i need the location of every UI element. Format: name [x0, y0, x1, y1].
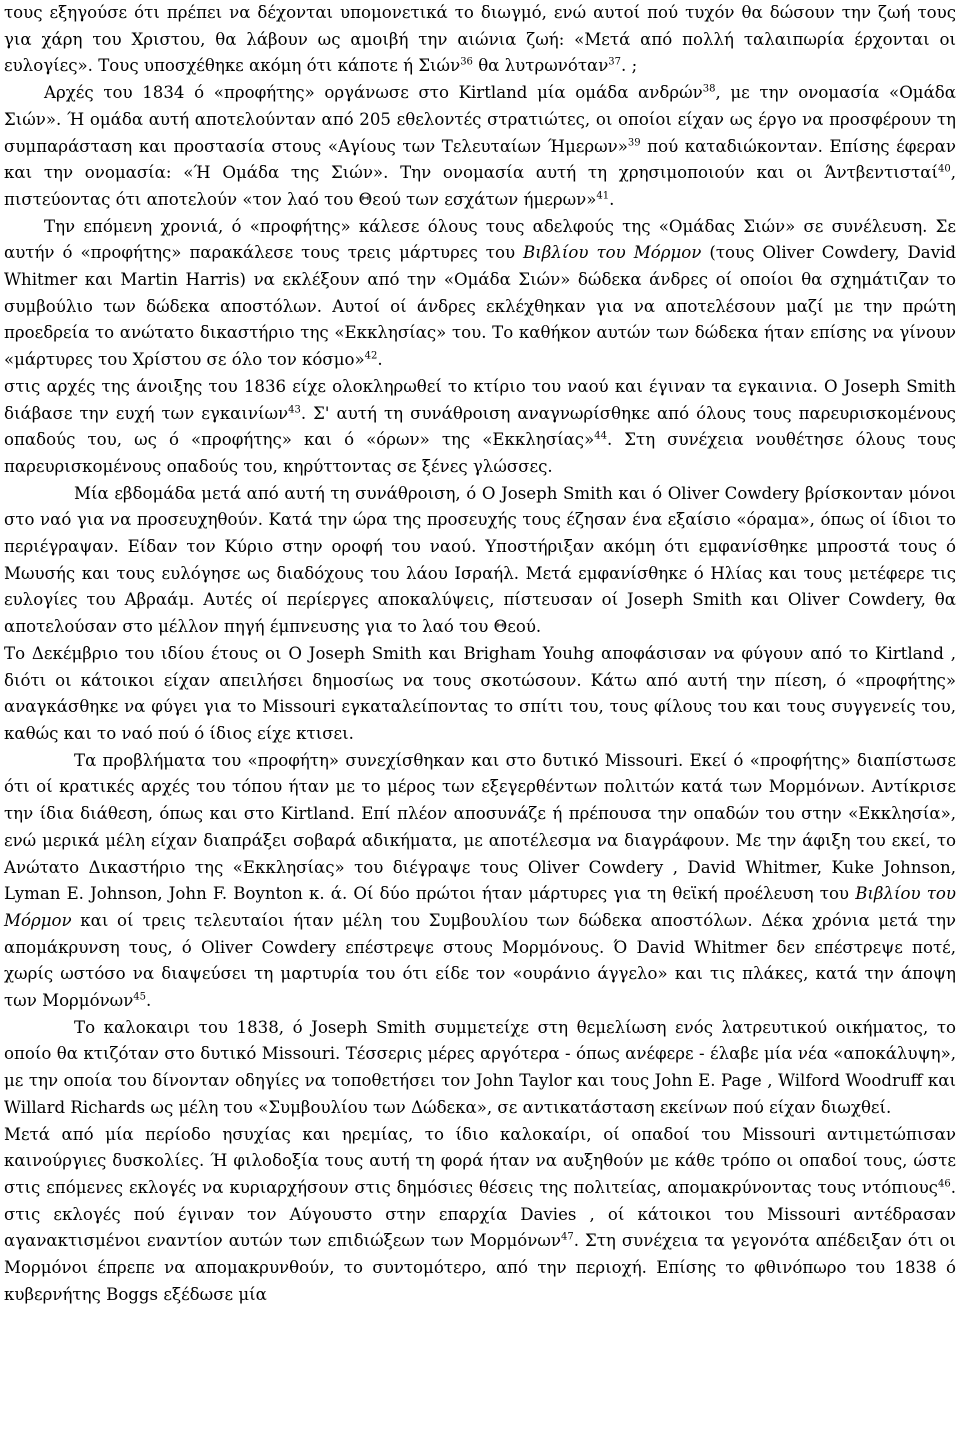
footnote-ref: 42 [364, 350, 378, 362]
text-run: . [609, 189, 615, 209]
book-title: Βιβλίου του Μόρμον [4, 884, 956, 930]
text-run: Μετά από μία περίοδο ησυχίας και ηρεμίας, το ίδιο καλοκαίρι, οί οπαδοί του Missouri αντιμετώπισαν καινούργιες δυσκολίες. Ή φιλοδοξία τους αυτή τη φορά ήταν να αυξηθούν με κάθε τρόπο οι οπαδοί τους, ώστε στις επόμενες εκλογές να κυριαρχήσουν στις δημόσιες θέσεις της πολιτείας, απομακρύνοντας τους ντόπιους [4, 1124, 956, 1197]
footnote-ref: 47 [561, 1231, 574, 1243]
text-run: . [146, 991, 152, 1011]
text-run: . Στη συνέχεια νουθέτησε όλους τους παρευρισκομένους οπαδούς του, κηρύττοντας σε ξένες γλώσσες. [4, 430, 956, 476]
text-run: στις αρχές της άνοιξης του 1836 είχε ολοκληρωθεί το κτίριο του ναού και έγιναν τα εγκαινια. Ο Joseph Smith διάβασε την ευχή των εγκαινίων [4, 376, 956, 423]
paragraph [4, 1015, 956, 1122]
footnote-ref: 41 [596, 190, 610, 202]
paragraph [4, 0, 956, 80]
paragraph [4, 641, 956, 748]
text-run: τους εξηγούσε ότι πρέπει να δέχονται υπομονετικά το διωγμό, ενώ αυτοί πού τυχόν θα δώσουν την ζωή τους για χάρη του Χριστου, θα λάβουν ως αμοιβή την αιώνια ζωή: «Μετά από πολλή ταλαιπωρία έρχονται οι ευλογίες». Τους υποσχέθηκε ακόμη ότι κάποτε ή Σιών [4, 3, 956, 76]
text-run: . Σ' αυτή τη συνάθροιση αναγνωρίσθηκε από όλους τους παρευρισκομένους οπαδούς του, ως ό «προφήτης» και ό «όρων» της «Εκκλησίας» [4, 403, 956, 450]
text-run: , πιστεύοντας ότι αποτελούν «τον λαό του Θεού των εσχάτων ήμερων» [4, 163, 956, 209]
text-run: (τους Oliver Cowdery, David Whitmer και Martin Harris) να εκλέξουν από την «Ομάδα Σιών» δώδεκα άνδρες οί οποίοι θα σχημάτιζαν το συμβούλιο των δώδεκα αποστόλων. Αυτοί οί άνδρες εκλέχθηκαν για να αποτελέσουν μαζί με την πρώτη προεδρεία το ανώτατο δικαστήριο της «Εκκλησίας» του. Το καθήκον αυτών των δώδεκα ήταν επίσης να γίνουν «μάρτυρες του Χρίστου σε όλο τον κόσμο» [4, 243, 956, 370]
footnote-ref: 36 [460, 56, 473, 68]
text-run: , με την ονομασία «Ομάδα Σιών». Ή ομάδα αυτή αποτελούνταν από 205 εθελοντές στρατιώτες, οι οποίοι είχαν ως έργο να προσφέρουν τη συμπαράσταση και προστασία στους «Αγίους των Τελευταίων Ήμερων» [4, 83, 956, 156]
footnote-ref: 38 [702, 83, 716, 95]
footnote-ref: 39 [627, 136, 641, 148]
book-title: Βιβλίου του Μόρμον [523, 243, 702, 263]
text-run: Τα προβλήματα του «προφήτη» συνεχίσθηκαν και στο δυτικό Missouri. Εκεί ό «προφήτης» διαπίστωσε ότι οί κρατικές αρχές του τόπου ήταν με το μέρος των εξεγερθέντων πολιτών κατά των Μορμόνων. Αντίκρισε την ίδια διάθεση, όπως και στο Kirtland. Επί πλέον αποσυνάζε ή πρέπουσα την οπαδών του στην «Εκκλησία», ενώ μερικά μέλη είχαν διαπράξει σοβαρά αδικήματα, με αποτέλεσμα να διαγράφουν. Με την άφιξη του εκεί, το Ανώτατο Δικαστήριο της «Εκκλησίας» του διέγραψε τους Oliver Cowdery , David Whitmer, Kuke Johnson, Lyman E. Johnson, John F. Boynton κ. ά. Οί δύο πρώτοι ήταν μάρτυρες για τη θεϊκή προέλευση του [4, 750, 956, 904]
text-run: και οί τρεις τελευταίοι ήταν μέλη του Συμβουλίου των δώδεκα αποστόλων. Δέκα χρόνια μετά την απομάκρυνση τους, ό Oliver Cowdery επέστρεψε στους Μορμόνους. Ό David Whitmer δεν επέστρεψε ποτέ, χωρίς ωστόσο να διαψεύσει τη μαρτυρία του ότι είδε τον «ουράνιο άγγελο» και τις πλάκες, κατά την άποψη των Μορμόνων [4, 910, 956, 1011]
paragraph [4, 80, 956, 214]
text-run: Την επόμενη χρονιά, ό «προφήτης» κάλεσε όλους τους αδελφούς της «Ομάδας Σιών» σε συνέλευση. Σε αυτήν ό «προφήτης» παρακάλεσε τους τρεις μάρτυρες του [4, 216, 956, 263]
text-run: . [377, 350, 383, 370]
text-run: Μία εβδομάδα μετά από αυτή τη συνάθροιση, ό O Joseph Smith και ό Oliver Cowdery βρίσκονταν μόνοι στο ναό για να προσευχηθούν. Κατά την ώρα της προσευχής τους έζησαν ένα εξαίσιο «όραμα», όπως οί ίδιοι το περιέγραψαν. Είδαν τον Κύριο στην οροφή του ναού. Υποστήριξαν ακόμη ότι εμφανίσθηκε μπροστά τους ό Μωυσής και τους ευλόγησε ως διαδόχους του λάου Ισραήλ. Μετά εμφανίσθηκε ό Ηλίας και τους μετέφερε τις ευλογίες του Αβραάμ. Αυτές οί περίεργες αποκαλύψεις, πίστευσαν οί Joseph Smith και Oliver Cowdery, θα αποτελούσαν στο μέλλον πηγή έμπνευσης για το λαό του Θεού. [4, 483, 956, 637]
paragraph [4, 748, 956, 1015]
paragraph [4, 374, 956, 481]
footnote-ref: 45 [133, 991, 147, 1003]
text-run: Αρχές του 1834 ό «προφήτης» οργάνωσε στο Kirtland μία ομάδα ανδρών [44, 83, 703, 103]
paragraph [4, 1122, 956, 1309]
paragraph [4, 481, 956, 641]
text-run: . ; [621, 56, 638, 76]
text-run: θα λυτρωνόταν [472, 56, 609, 76]
footnote-ref: 46 [937, 1178, 951, 1190]
text-run: πού καταδιώκονταν. Επίσης έφεραν και την ονομασία: «Ή Ομάδα της Σιών». Την ονομασία αυτή τη χρησιμοποιούν και οι Άντβεντισταί [4, 136, 957, 183]
text-run: Το Δεκέμβριο του ιδίου έτους οι O Joseph Smith και Brigham Youhg αποφάσισαν να φύγουν από το Kirtland , διότι οι κάτοικοι είχαν απειλήσει δημοσίως να τους σκοτώσουν. Κάτω από αυτή την πίεση, ό «προφήτης» αναγκάσθηκε να φύγει για το Missouri εγκαταλείποντας το σπίτι του, τους φίλους του και τους συγγενείς του, καθώς και το ναό πού ό ίδιος είχε κτισει. [4, 643, 956, 743]
footnote-ref: 37 [608, 56, 622, 68]
footnote-ref: 43 [288, 404, 301, 416]
text-run: . στις εκλογές πού έγιναν τον Αύγουστο στην επαρχία Davies , οί κάτοικοι του Missouri αντέδρασαν αγανακτισμένοι εναντίον αυτών των επιδιώξεων των Μορμόνων [4, 1177, 956, 1251]
text-run: Το καλοκαιρι του 1838, ό Joseph Smith συμμετείχε στη θεμελίωση ενός λατρευτικού οικήματος, το οποίο θα κτιζόταν στο δυτικό Missouri. Τέσσερις μέρες αργότερα - όπως ανέφερε - έλαβε μία νέα «αποκάλυψη», με την οποία του δίνονταν οδηγίες να τοποθετήσει τον John Taylor και τους John E. Page , Wilford Woodruff και Willard Richards ως μέλη του «Συμβουλίου των Δώδεκα», σε αντικατάσταση εκείνων πού είχαν διωχθεί. [4, 1017, 956, 1117]
footnote-ref: 44 [594, 430, 607, 442]
footnote-ref: 40 [937, 163, 951, 175]
paragraph [4, 214, 956, 374]
text-run: . Στη συνέχεια τα γεγονότα απέδειξαν ότι οι Μορμόνοι έπρεπε να απομακρυνθούν, το συντομότερο, από την περιοχή. Επίσης το φθινόπωρο του 1838 ό κυβερνήτης Boggs εξέδωσε μία [4, 1231, 956, 1304]
